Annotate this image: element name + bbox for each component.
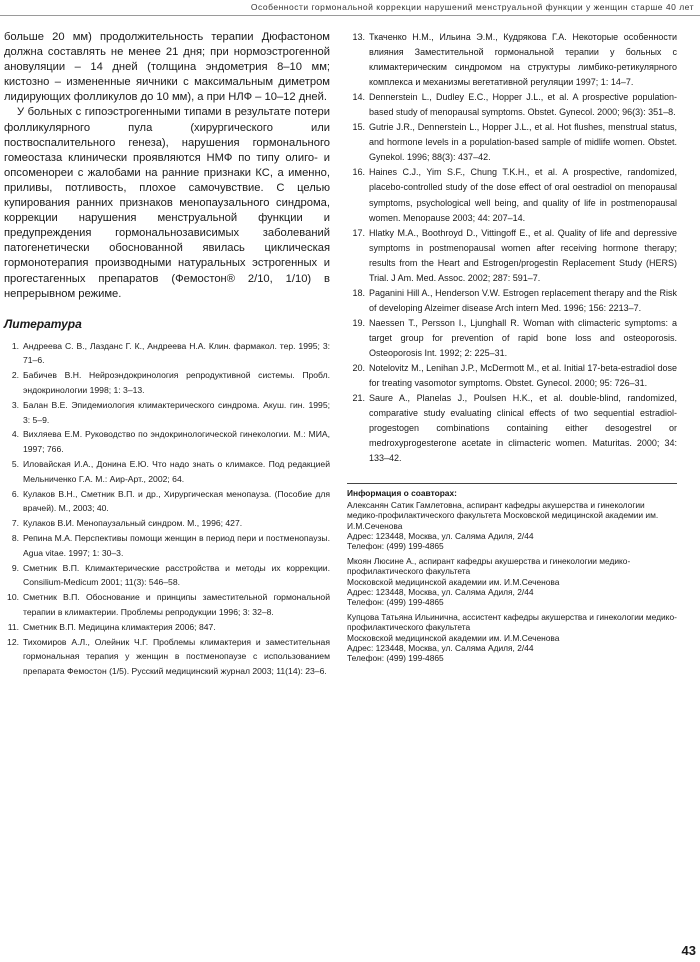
coauthor-line: Телефон: (499) 199-4865 <box>347 541 444 552</box>
reference-text: Notelovitz M., Lenihan J.P., McDermott M., et al. Initial 17-beta-estradiol dose for treating vasomotor symptoms. Obstet. Gynecol. 2000; 95: 726–31. <box>369 363 677 389</box>
reference-number: 10. <box>7 592 19 603</box>
coauthors-title: Информация о соавторах: <box>347 488 457 498</box>
reference-number: 12. <box>7 636 19 647</box>
reference-text: Кулаков В.И. Менопаузальный синдром. М., 1996; 427. <box>23 518 243 529</box>
reference-text: Naessen T., Persson I., Ljunghall R. Woman with climacteric symptoms: a target group for prevention of rapid bone loss and osteoporosis. Osteoporosis Int. 1992; 2: 225–31. <box>369 317 677 358</box>
left-column <box>4 30 330 679</box>
reference-text: Тихомиров А.Л., Олейник Ч.Г. Проблемы климактерия и заместительная гормональная терапия у женщин в постменопаузе с использованием препарата Фемостон (1/5). Русский медицинский журнал 2003; 11(14): 23–6. <box>23 636 330 677</box>
reference-number: 21. <box>352 393 365 404</box>
coauthor-line: Московской медицинской академии им. И.М.Сеченова <box>347 632 560 643</box>
coauthors-list <box>347 500 677 663</box>
reference-text: Балан В.Е. Эпидемиология климактерического синдрома. Акуш. гин. 1995; 3: 5–9. <box>23 399 330 425</box>
page-number: 43 <box>681 943 696 958</box>
reference-number: 4. <box>11 429 19 440</box>
reference-item <box>347 165 677 225</box>
coauthors-rule <box>347 483 677 484</box>
article-body <box>4 30 330 302</box>
reference-number: 1. <box>11 340 19 351</box>
coauthor-line: Адрес: 123448, Москва, ул. Саляма Адиля, 2/44 <box>347 642 534 653</box>
body-paragraph: больше 20 мм) продолжительность терапии Дюфастоном должна составлять не менее 21 дня; при нормоэстрогенной ановуляции – 14 дней (толщина эндометрия 8–10 мм; кистозно – измененные яичники с максимальным диметром лидирующих фолликулов до 10 мм), а при НЛФ – 10–12 дней. <box>4 31 330 104</box>
coauthor-line: Телефон: (499) 199-4865 <box>347 597 444 608</box>
reference-text: Ткаченко Н.М., Ильина Э.М., Кудрякова Г.А. Некоторые особенности влияния Заместительной гормональной терапии у больных с климактерическим синдромом на структуры лимбико-ретикулярного комплекса и механизмы вегетативной регуляции 1997; 1: 14–7. <box>369 32 677 88</box>
reference-text: Андреева С. В., Лазданс Г. К., Андреева Н.А. Клин. фармакол. тер. 1995; 3: 71–6. <box>23 340 330 366</box>
reference-number: 15. <box>352 122 365 133</box>
reference-number: 17. <box>352 227 365 238</box>
reference-text: Hlatky M.A., Boothroyd D., Vittingoff E., et al. Quality of life and depressive symptoms in postmenopausal women after receiving hormone therapy; results from the Heart and Estrogen/progestin Replacement Study (HERS) Trial. J Am. Med. Assoc. 2002; 287: 591–7. <box>369 227 677 283</box>
reference-item <box>4 620 330 635</box>
reference-number: 6. <box>11 488 19 499</box>
reference-text: Вихляева Е.М. Руководство по эндокринологической гинекологии. М.: МИА, 1997; 766. <box>23 429 330 455</box>
reference-item <box>4 590 330 620</box>
coauthor-line: Мкоян Люсине А., аспирант кафедры акушерства и гинекологии медико-профилактического факультета <box>347 556 631 577</box>
reference-text: Saure A., Planelas J., Poulsen H.K., et al. double-blind, randomized, comparative study evaluating clinical effects of two sequential estradiol-progestogen combinations containing either desogestrel or medroxyprogesterone acetate in climacteric women. Maturitas. 2000; 34: 133–42. <box>369 393 677 464</box>
coauthor-line: Алексанян Сатик Гамлетовна, аспирант кафедры акушерства и гинекологии медико-профилактического факультета Московской медицинской академии им. И.М.Сеченова <box>347 500 659 531</box>
reference-item <box>4 531 330 561</box>
reference-text: Haines C.J., Yim S.F., Chung T.K.H., et al. A prospective, randomized, placebo-controlled study of the dose effect of oral oestradiol on menopausal symptoms, psychological well being, and quality of life in postmenopausal women. Menopause 2003; 44: 207–14. <box>369 167 677 223</box>
reference-item <box>347 286 677 316</box>
references-list-left <box>4 339 330 679</box>
reference-number: 9. <box>11 562 19 573</box>
reference-text: Кулаков В.Н., Сметник В.П. и др., Хирургическая менопауза. (Пособие для врачей). М., 2003; 40. <box>23 488 330 514</box>
reference-item <box>4 398 330 428</box>
reference-number: 19. <box>352 317 365 328</box>
reference-number: 5. <box>11 459 19 470</box>
reference-number: 7. <box>11 518 19 529</box>
reference-item <box>4 561 330 591</box>
reference-number: 14. <box>352 92 365 103</box>
reference-item <box>347 120 677 165</box>
reference-number: 20. <box>352 363 365 374</box>
reference-text: Иловайская И.А., Донина Е.Ю. Что надо знать о климаксе. Под редакцией Мельниченко Г.А. М.: Аир-Арт., 2002; 64. <box>23 459 330 484</box>
body-paragraph: У больных с гипоэстрогенными типами в результате потери фолликулярного пула (хирургического или поствоспалительного генеза), нарушения гормонального гомеостаза клинически проявляются НМФ по типу олиго- и опсоменореи с жалобами на ранние признаки КС, а именно, приливы, потливость, плохое самочувствие. С целью купирования ранних признаков менопаузального синдрома, коррекции нарушения менструальной функции и предупреждения гормональнозависимых заболеваний патогенетически обоснованной явилась циклическая гормонотерапия производными натуральных эстрогенных и прогестагенных препаратов (Фемостон® 2/10, 1/10) в непрерывном режиме. <box>4 106 330 300</box>
reference-item <box>4 368 330 398</box>
reference-item <box>4 339 330 369</box>
coauthor-line: Адрес: 123448, Москва, ул. Саляма Адиля, 2/44 <box>347 586 534 597</box>
coauthor-line: Московской медицинской академии им. И.М.Сеченова <box>347 576 560 587</box>
right-column <box>347 30 677 466</box>
references-list-right <box>347 30 677 466</box>
coauthors-box <box>347 483 677 668</box>
reference-item <box>347 316 677 361</box>
reference-item <box>347 30 677 90</box>
reference-item <box>347 391 677 466</box>
reference-number: 3. <box>11 399 19 410</box>
running-header: Особенности гормональной коррекции нарушений менструальной функции у женщин старше 40 лет <box>250 2 694 12</box>
coauthor-line: Купцова Татьяна Ильинична, ассистент кафедры акушерства и гинекологии медико-профилактического факультета <box>347 612 677 633</box>
reference-item <box>347 226 677 286</box>
references-heading: Литература <box>4 316 82 331</box>
reference-item <box>4 427 330 457</box>
reference-item <box>4 635 330 679</box>
reference-number: 13. <box>352 32 365 42</box>
reference-text: Gutrie J.R., Dennerstein L., Hopper J.L., et al. Hot flushes, menstrual status, and hormone levels in a population-based sample of midlife women. Obstet. Gynekol. 1996; 88(3): 437–42. <box>369 122 677 163</box>
coauthor-line: Телефон: (499) 199-4865 <box>347 653 444 664</box>
coauthor-entry <box>347 556 677 607</box>
reference-number: 8. <box>11 533 19 544</box>
coauthor-entry <box>347 500 677 551</box>
reference-text: Репина М.А. Перспективы помощи женщин в период пери и постменопаузы. Agua vitae. 1997; 1: 30–3. <box>23 533 330 558</box>
reference-item <box>4 516 330 531</box>
reference-number: 2. <box>11 370 19 381</box>
coauthor-line: Адрес: 123448, Москва, ул. Саляма Адиля, 2/44 <box>347 530 534 541</box>
reference-item <box>347 90 677 120</box>
reference-text: Paganini Hill A., Henderson V.W. Estrogen replacement therapy and the Risk of developing Alzeimer disease Arch intern Med. 1996; 156: 2213–7. <box>369 287 677 313</box>
reference-number: 16. <box>352 167 365 178</box>
reference-text: Сметник В.П. Медицина климактерия 2006; 847. <box>23 621 216 632</box>
reference-number: 11. <box>7 621 19 632</box>
reference-text: Dennerstein L., Dudley E.C., Hopper J.L., et al. A prospective population-based study of menopausal symptoms. Obstet. Gynecol. 2000; 96(3): 351–8. <box>369 92 677 118</box>
header-rule <box>0 15 700 16</box>
reference-text: Сметник В.П. Обоснование и принципы заместительной гормональной терапии в климактерии. Проблемы репродукции 1996; 3: 32–8. <box>23 592 330 618</box>
reference-item <box>4 487 330 517</box>
reference-text: Бабичев В.Н. Нейроэндокринология репродуктивной системы. Пробл. эндокринологии 1998; 1: 3–13. <box>23 370 330 396</box>
reference-number: 18. <box>352 287 365 298</box>
reference-item <box>4 457 330 487</box>
coauthor-entry <box>347 612 677 663</box>
reference-item <box>347 361 677 391</box>
reference-text: Сметник В.П. Климактерические расстройства и методы их коррекции. Consilium-Medicum 2001; 11(3): 546–58. <box>23 562 330 588</box>
